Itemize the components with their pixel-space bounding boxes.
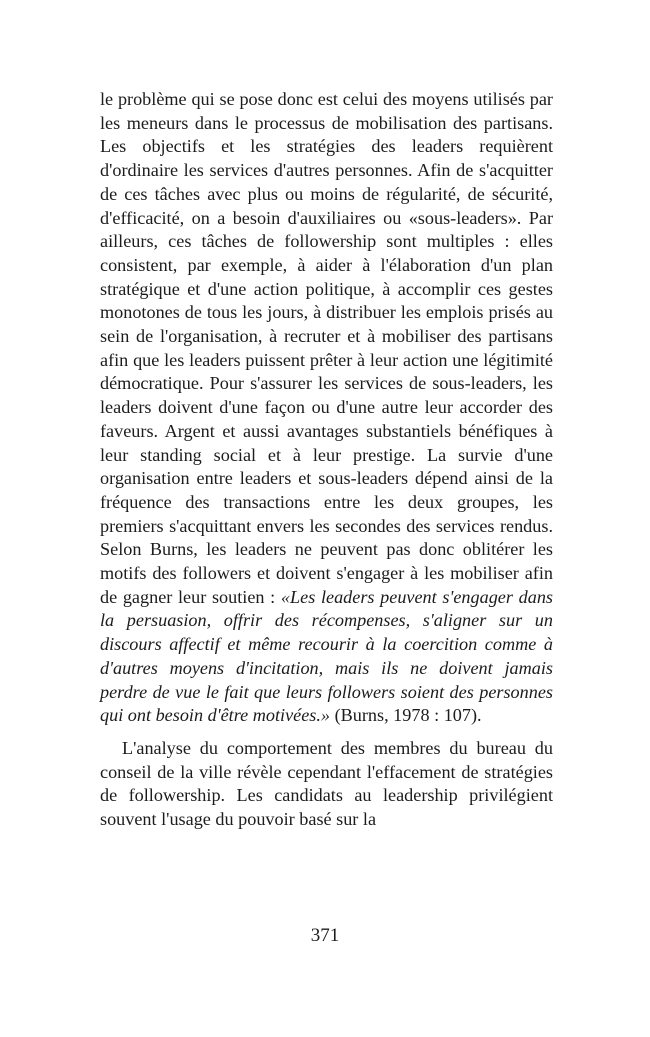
page-number: 371 — [310, 925, 340, 946]
body-paragraph-2: L'analyse du comportement des membres du bureau du conseil de la ville révèle cependant l'effacement de stratégies de followership. Les candidats au leadership privilégient souvent l'usage du pouvoir basé sur la — [100, 737, 553, 830]
body-paragraph-1 — [100, 88, 553, 728]
page-text-block — [100, 88, 553, 832]
paragraph-1-text: le problème qui se pose donc est celui des moyens utilisés par les meneurs dans le processus de mobilisation des partisans. Les objectifs et les stratégies des leaders requièrent d'ordinaire les services d'autres personnes. Afin de s'acquitter de ces tâches avec plus ou moins de régularité, de sécurité, d'efficacité, on a besoin d'auxiliaires ou «sous-leaders». Par ailleurs, ces tâches de followership sont multiples : elles consistent, par exemple, à aider à l'élaboration d'un plan stratégique et d'une action politique, à accomplir ces gestes monotones de tous les jours, à distribuer les emplois prisés au sein de l'organisation, à recruter et à mobiliser des partisans afin que les leaders puissent prêter à leur action une légitimité démocratique. Pour s'assurer les services de sous-leaders, les leaders doivent d'une façon ou d'une autre leur accorder des faveurs. Argent et aussi avantages substantiels bénéfiques à leur standing social et à leur prestige. La survie d'une organisation entre leaders et sous-leaders dépend ainsi de la fréquence des transactions entre les deux groupes, les premiers s'acquittant envers les secondes des services rendus. Selon Burns, les leaders ne peuvent pas donc oblitérer les motifs des followers et doivent s'engager à les mobiliser afin de gagner leur soutien : — [100, 89, 553, 607]
burns-quote: «Les leaders peuvent s'engager dans la persuasion, offrir des récompenses, s'aligner sur un discours affectif et même recourir à la coercition comme à d'autres moyens d'incitation, mais ils ne doivent jamais perdre de vue le fait que leurs followers soient des personnes qui ont besoin d'être motivées.» — [100, 586, 553, 726]
burns-citation: (Burns, 1978 : 107). — [330, 705, 482, 726]
